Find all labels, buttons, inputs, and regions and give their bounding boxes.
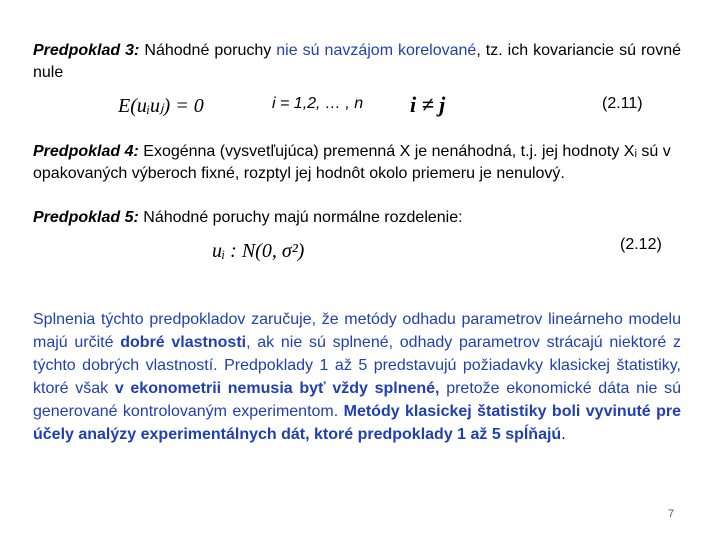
assumption-3-highlight: nie sú navzájom korelované xyxy=(276,42,477,59)
summary-bold-2: v ekonometrii nemusia byť vždy splnené, xyxy=(114,380,440,397)
assumption-4-label: Predpoklad 4: xyxy=(33,143,139,160)
eq-2-11-number: (2.11) xyxy=(602,95,643,112)
assumption-4-text: Exogénna (vysvetľujúca) premenná X je nenáhodná, t.j. jej hodnoty Xᵢ sú v opakovaných výberoch fixné, rozptyl jej hodnôt okolo priemeru je nenulový. xyxy=(33,143,671,182)
assumption-4 xyxy=(33,141,681,185)
assumption-5 xyxy=(33,207,681,229)
summary-text-2: , ak nie sú splnené, odhady parametrov strácajú niektoré z týchto dobrých vlastností. Predpoklady 1 až 5 predstavujú požiadavky klasickej štatistiky, ktoré však xyxy=(33,334,682,397)
page-number: 7 xyxy=(668,508,675,520)
summary-paragraph xyxy=(33,308,681,446)
assumption-3-label: Predpoklad 3: xyxy=(33,42,140,59)
eq-2-12-formula: uᵢ : N(0, σ²) xyxy=(212,240,305,262)
eq-2-11-lhs: E(uᵢuⱼ) = 0 xyxy=(118,95,204,117)
assumption-5-label: Predpoklad 5: xyxy=(33,209,139,226)
eq-2-11-condition: i ≠ j xyxy=(410,92,446,117)
assumption-3-text-c: , tz. ich kovariancie sú rovné nule xyxy=(33,42,681,81)
assumption-3 xyxy=(33,40,681,84)
assumption-3-text-a: Náhodné poruchy xyxy=(144,42,272,59)
summary-text-1: Splnenia týchto predpokladov zaručuje, že metódy odhadu parametrov lineárneho modelu majú určité xyxy=(33,311,681,351)
summary-text-4: . xyxy=(561,426,566,443)
summary-bold-1: dobré vlastnosti xyxy=(120,334,247,351)
summary-bold-3: Metódy klasickej štatistiky boli vyvinuté pre účely analýzy experimentálnych dát, ktoré predpoklady 1 až 5 spĺňajú xyxy=(33,403,681,443)
summary-text-3: pretože ekonomické dáta nie sú generované kontrolovaným experimentom. xyxy=(33,380,682,420)
eq-2-11-range: i = 1,2, … , n xyxy=(272,95,364,112)
eq-2-12-number: (2.12) xyxy=(620,236,662,253)
assumption-5-text: Náhodné poruchy majú normálne rozdelenie: xyxy=(143,209,463,226)
